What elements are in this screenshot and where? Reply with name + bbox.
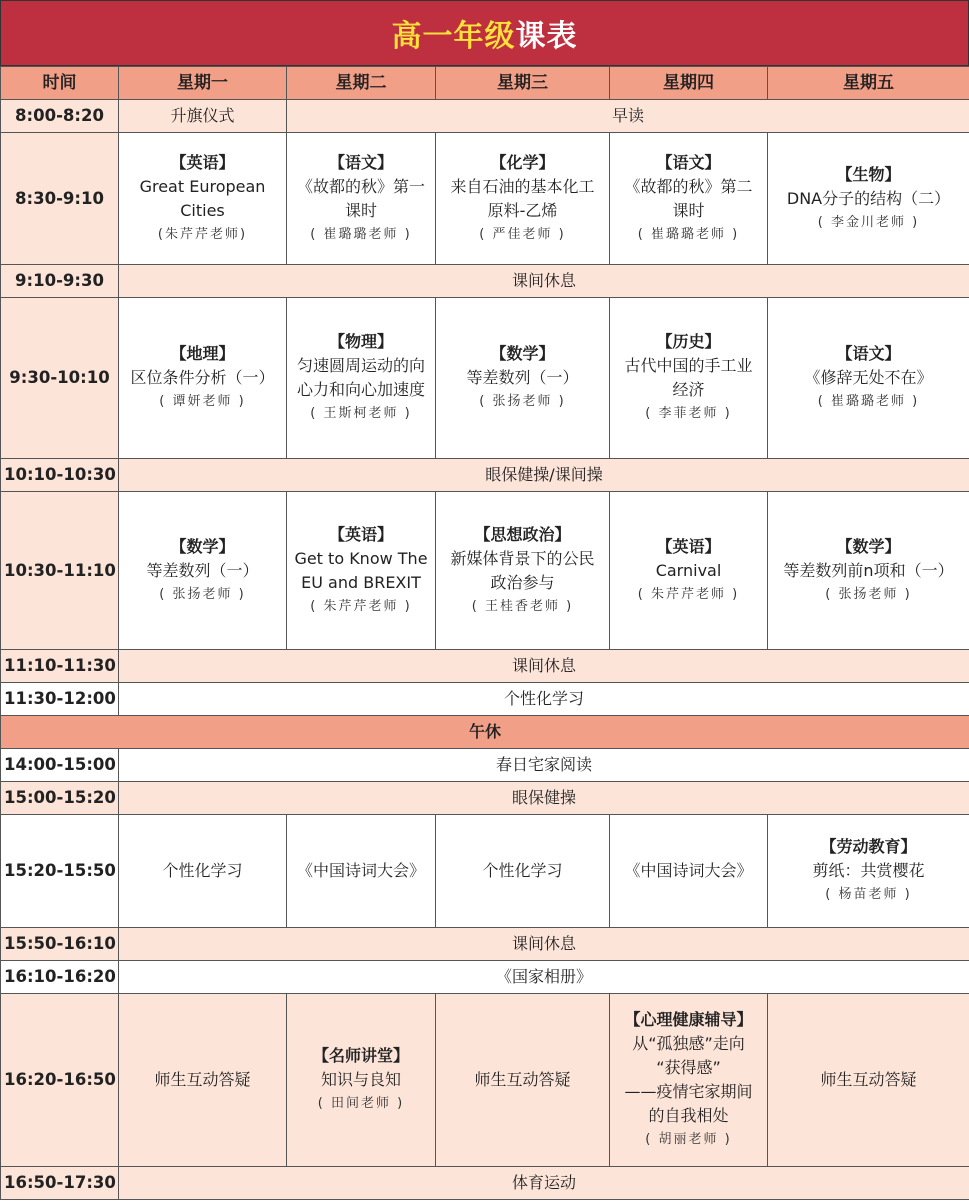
- time-cell: 11:30-12:00: [1, 683, 119, 716]
- subject-label: 【英语】: [656, 536, 721, 556]
- table-row: [1, 683, 969, 716]
- lesson-title: 来自石油的基本化工: [450, 176, 595, 196]
- time-cell: 8:30-9:10: [1, 133, 119, 265]
- teacher-name: ( 朱芹芹老师 ): [637, 586, 740, 602]
- subject-label: 【英语】: [328, 524, 393, 544]
- header-friday: 星期五: [768, 67, 969, 100]
- table-row: [1, 749, 969, 782]
- subject-label: 【思想政治】: [474, 524, 571, 544]
- subject-label: 【语文】: [836, 344, 901, 363]
- schedule-cell: 课间休息: [119, 265, 969, 298]
- page-title: [0, 0, 969, 66]
- lesson-title: EU and BREXIT: [301, 572, 421, 592]
- lesson-title: DNA分子的结构（二）: [786, 188, 951, 208]
- table-row: [1, 650, 969, 683]
- teacher-name: ( 李菲老师 ): [645, 406, 732, 421]
- class-cell: 师生互动答疑: [119, 994, 287, 1167]
- subject-label: 【化学】: [490, 152, 555, 172]
- class-cell: [287, 492, 436, 650]
- schedule-cell: 早读: [287, 100, 969, 133]
- class-cell: [610, 994, 768, 1167]
- lesson-title: 原料-乙烯: [487, 200, 558, 220]
- class-cell: [287, 298, 436, 459]
- class-cell: 个性化学习: [119, 815, 287, 928]
- lesson-title: 政治参与: [490, 572, 555, 592]
- teacher-name: ( 崔璐璐老师 ): [637, 226, 740, 242]
- class-cell: [287, 133, 436, 265]
- lesson-title: 剪纸：共赏樱花: [812, 861, 925, 880]
- table-row: [1, 265, 969, 298]
- time-cell: 14:00-15:00: [1, 749, 119, 782]
- time-cell: 16:20-16:50: [1, 994, 119, 1167]
- lesson-title: Cities: [180, 200, 225, 220]
- class-cell: [610, 133, 768, 265]
- lesson-title: 古代中国的手工业: [624, 356, 753, 375]
- time-cell: 10:30-11:10: [1, 492, 119, 650]
- lesson-title: 等差数列（一）: [466, 368, 579, 387]
- table-row: [1, 961, 969, 994]
- title-grade: 高一年级: [391, 19, 516, 54]
- subject-label: 【英语】: [170, 152, 235, 172]
- teacher-name: ( 王桂香老师 ): [471, 598, 574, 614]
- time-cell: 9:10-9:30: [1, 265, 119, 298]
- subject-label: 【心理健康辅导】: [624, 1010, 753, 1029]
- schedule-cell: 春日宅家阅读: [119, 749, 969, 782]
- lesson-title: Great European: [139, 176, 266, 196]
- time-cell: 15:20-15:50: [1, 815, 119, 928]
- lunch-break-cell: 午休: [1, 716, 969, 749]
- table-row: [1, 782, 969, 815]
- class-cell: [119, 298, 287, 459]
- lesson-title: Carnival: [655, 560, 722, 580]
- class-cell: 个性化学习: [436, 815, 610, 928]
- table-row: [1, 298, 969, 459]
- header-thursday: 星期四: [610, 67, 768, 100]
- subject-label: 【物理】: [328, 332, 393, 351]
- class-cell: [436, 298, 610, 459]
- table-row: [1, 928, 969, 961]
- class-cell: [768, 133, 969, 265]
- teacher-name: (朱芹芹老师): [157, 226, 248, 242]
- lesson-title: 课时: [672, 200, 705, 220]
- lesson-title: 《故都的秋》第一: [296, 176, 425, 196]
- time-cell: 8:00-8:20: [1, 100, 119, 133]
- table-row: [1, 459, 969, 492]
- subject-label: 【语文】: [328, 152, 393, 172]
- class-cell: [119, 133, 287, 265]
- time-cell: 9:30-10:10: [1, 298, 119, 459]
- class-cell: [610, 492, 768, 650]
- header-monday: 星期一: [119, 67, 287, 100]
- lesson-title: 知识与良知: [320, 1070, 401, 1089]
- header-row: [1, 67, 969, 100]
- lesson-title: 课时: [344, 200, 377, 220]
- lesson-title: 等差数列（一）: [146, 560, 259, 580]
- schedule-cell: 个性化学习: [119, 683, 969, 716]
- teacher-name: ( 王斯柯老师 ): [310, 406, 412, 421]
- teacher-name: ( 严佳老师 ): [479, 226, 566, 242]
- lesson-title: 匀速圆周运动的向: [296, 356, 425, 375]
- time-cell: 16:50-17:30: [1, 1167, 119, 1200]
- table-row: [1, 716, 969, 749]
- teacher-name: ( 田间老师 ): [317, 1096, 405, 1111]
- lesson-title: Get to Know The: [294, 548, 428, 568]
- table-row: [1, 815, 969, 928]
- class-cell: [436, 133, 610, 265]
- subject-label: 【劳动教育】: [820, 837, 917, 856]
- teacher-name: ( 张扬老师 ): [825, 586, 912, 602]
- class-cell: 师生互动答疑: [436, 994, 610, 1167]
- teacher-name: ( 杨苗老师 ): [825, 887, 912, 902]
- class-cell: [768, 298, 969, 459]
- subject-label: 【数学】: [836, 536, 901, 556]
- table-row: [1, 994, 969, 1167]
- lesson-title: 区位条件分析（一）: [130, 368, 275, 387]
- lesson-title: 新媒体背景下的公民: [450, 548, 595, 568]
- subject-label: 【数学】: [170, 536, 235, 556]
- teacher-name: ( 谭妍老师 ): [159, 394, 246, 409]
- lesson-title: 从“孤独感”走向: [632, 1034, 745, 1053]
- time-cell: 15:50-16:10: [1, 928, 119, 961]
- table-row: [1, 1167, 969, 1200]
- class-cell: [768, 815, 969, 928]
- teacher-name: ( 崔璐璐老师 ): [310, 226, 412, 242]
- schedule-cell: 《国家相册》: [119, 961, 969, 994]
- schedule-cell: 眼保健操/课间操: [119, 459, 969, 492]
- teacher-name: ( 张扬老师 ): [159, 586, 246, 602]
- subject-label: 【生物】: [836, 164, 901, 184]
- subject-label: 【历史】: [656, 332, 721, 351]
- class-cell: 《中国诗词大会》: [610, 815, 768, 928]
- class-cell: 师生互动答疑: [768, 994, 969, 1167]
- timetable: [0, 66, 969, 1200]
- lesson-title: “获得感”: [656, 1058, 721, 1077]
- teacher-name: ( 崔璐璐老师 ): [817, 394, 920, 409]
- class-cell: [436, 492, 610, 650]
- class-cell: [768, 492, 969, 650]
- time-cell: 16:10-16:20: [1, 961, 119, 994]
- title-schedule: 课表: [515, 19, 578, 54]
- teacher-name: ( 胡丽老师 ): [645, 1132, 732, 1147]
- lesson-title: 《故都的秋》第二: [624, 176, 753, 196]
- header-time: 时间: [1, 67, 119, 100]
- class-cell: [287, 994, 436, 1167]
- subject-label: 【地理】: [170, 344, 235, 363]
- time-cell: 11:10-11:30: [1, 650, 119, 683]
- schedule-cell: 升旗仪式: [119, 100, 287, 133]
- lesson-title: 等差数列前n项和（一）: [783, 560, 954, 580]
- class-cell: [610, 298, 768, 459]
- header-tuesday: 星期二: [287, 67, 436, 100]
- time-cell: 10:10-10:30: [1, 459, 119, 492]
- schedule-cell: 课间休息: [119, 650, 969, 683]
- teacher-name: ( 李金川老师 ): [817, 214, 920, 230]
- schedule-cell: 眼保健操: [119, 782, 969, 815]
- class-cell: 《中国诗词大会》: [287, 815, 436, 928]
- teacher-name: ( 朱芹芹老师 ): [310, 598, 412, 614]
- time-cell: 15:00-15:20: [1, 782, 119, 815]
- teacher-name: ( 张扬老师 ): [479, 394, 566, 409]
- class-cell: [119, 492, 287, 650]
- schedule-cell: 体育运动: [119, 1167, 969, 1200]
- subject-label: 【名师讲堂】: [312, 1046, 409, 1065]
- lesson-title: 的自我相处: [648, 1106, 729, 1125]
- lesson-title: 经济: [672, 380, 705, 399]
- lesson-title: 《修辞无处不在》: [804, 368, 933, 387]
- lesson-title: ——疫情宅家期间: [624, 1082, 753, 1101]
- schedule-cell: 课间休息: [119, 928, 969, 961]
- subject-label: 【数学】: [490, 344, 555, 363]
- header-wednesday: 星期三: [436, 67, 610, 100]
- table-row: [1, 133, 969, 265]
- lesson-title: 心力和向心加速度: [296, 380, 425, 399]
- subject-label: 【语文】: [656, 152, 721, 172]
- table-row: [1, 492, 969, 650]
- table-row: [1, 100, 969, 133]
